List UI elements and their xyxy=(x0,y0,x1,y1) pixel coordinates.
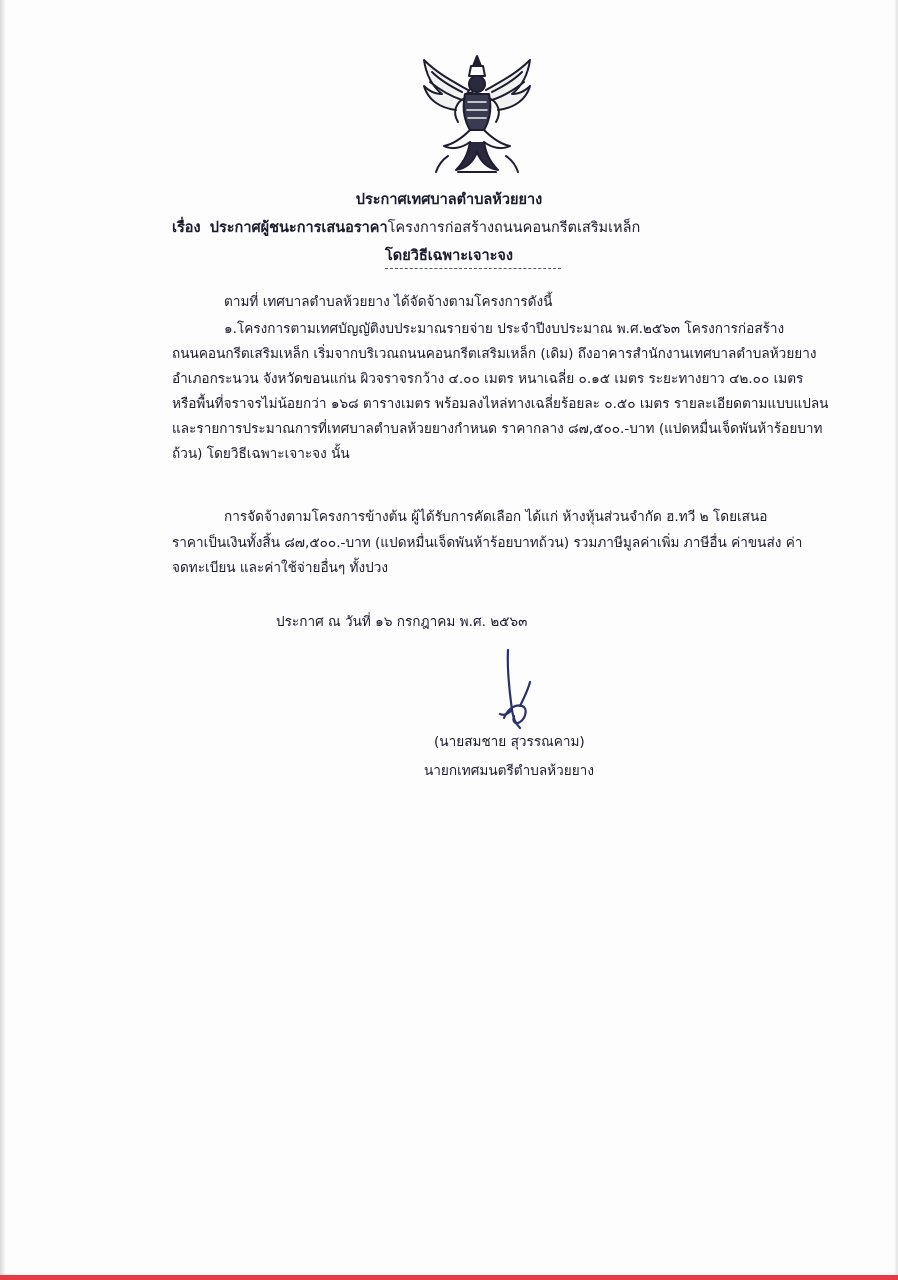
document-title: ประกาศเทศบาลตำบลห้วยยาง xyxy=(355,192,543,208)
subject-method: โดยวิธีเฉพาะเจาะจง xyxy=(385,248,513,264)
paragraph1-line: ตามที่ เทศบาลตำบลห้วยยาง ได้จัดจ้างตามโครงการดังนี้ xyxy=(224,294,553,310)
subject-bold: ประกาศผู้ชนะการเสนอราคา xyxy=(209,220,388,236)
subject-line xyxy=(172,216,640,239)
paragraph2-line: ราคาเป็นเงินทั้งสิ้น ๘๗,๕๐๐.-บาท (แปดหมื่นเจ็ดพันห้าร้อยบาทถ้วน) รวมภาษีมูลค่าเพิ่ม ภาษีอื่น ค่าขนส่ง ค่า xyxy=(172,535,803,551)
announce-date: ประกาศ ณ วันที่ ๑๖ กรกฎาคม พ.ศ. ๒๕๖๓ xyxy=(276,614,528,630)
signer-position: นายกเทศมนตรีตำบลห้วยยาง xyxy=(424,763,594,779)
paragraph1-line: ถ้วน) โดยวิธีเฉพาะเจาะจง นั้น xyxy=(172,446,350,462)
garuda-emblem-icon xyxy=(418,52,536,177)
subject-rest: โครงการก่อสร้างถนนคอนกรีตเสริมเหล็ก xyxy=(387,220,641,236)
paragraph2-line: จดทะเบียน และค่าใช้จ่ายอื่นๆ ทั้งปวง xyxy=(172,560,389,576)
subject-label: เรื่อง xyxy=(172,220,201,236)
paragraph2-line: การจัดจ้างตามโครงการข้างต้น ผู้ได้รับการคัดเลือก ได้แก่ ห้างหุ้นส่วนจำกัด ฮ.ทวี ๒ โดยเสนอ xyxy=(224,509,768,525)
paragraph1-line: อำเภอกระนวน จังหวัดขอนแก่น ผิวจราจรกว้าง ๔.๐๐ เมตร หนาเฉลี่ย ๐.๑๕ เมตร ระยะทางยาว ๔๒.๐๐ เมตร xyxy=(172,371,804,387)
paragraph1-line: หรือพื้นที่จราจรไม่น้อยกว่า ๑๖๘ ตารางเมตร พร้อมลงไหล่ทางเฉลี่ยร้อยละ ๐.๕๐ เมตร รายละเอียดตามแบบแปลน xyxy=(172,396,829,412)
paragraph1-line: และรายการประมาณการที่เทศบาลตำบลห้วยยางกำหนด ราคากลาง ๘๗,๕๐๐.-บาท (แปดหมื่นเจ็ดพันห้าร้อยบาท xyxy=(172,421,823,437)
handwritten-signature-icon xyxy=(490,648,550,733)
signer-name: (นายสมชาย สุวรรณคาม) xyxy=(434,734,585,750)
paragraph1-line: ถนนคอนกรีตเสริมเหล็ก เริ่มจากบริเวณถนนคอนกรีตเสริมเหล็ก (เดิม) ถึงอาคารสำนักงานเทศบาลตำบลห้วยยาง xyxy=(172,346,817,362)
separator-line xyxy=(385,268,561,269)
page-edge-bottom xyxy=(0,1275,898,1280)
paragraph1-line: ๑.โครงการตามเทศบัญญัติงบประมาณรายจ่าย ประจำปีงบประมาณ พ.ศ.๒๕๖๓ โครงการก่อสร้าง xyxy=(224,321,785,337)
